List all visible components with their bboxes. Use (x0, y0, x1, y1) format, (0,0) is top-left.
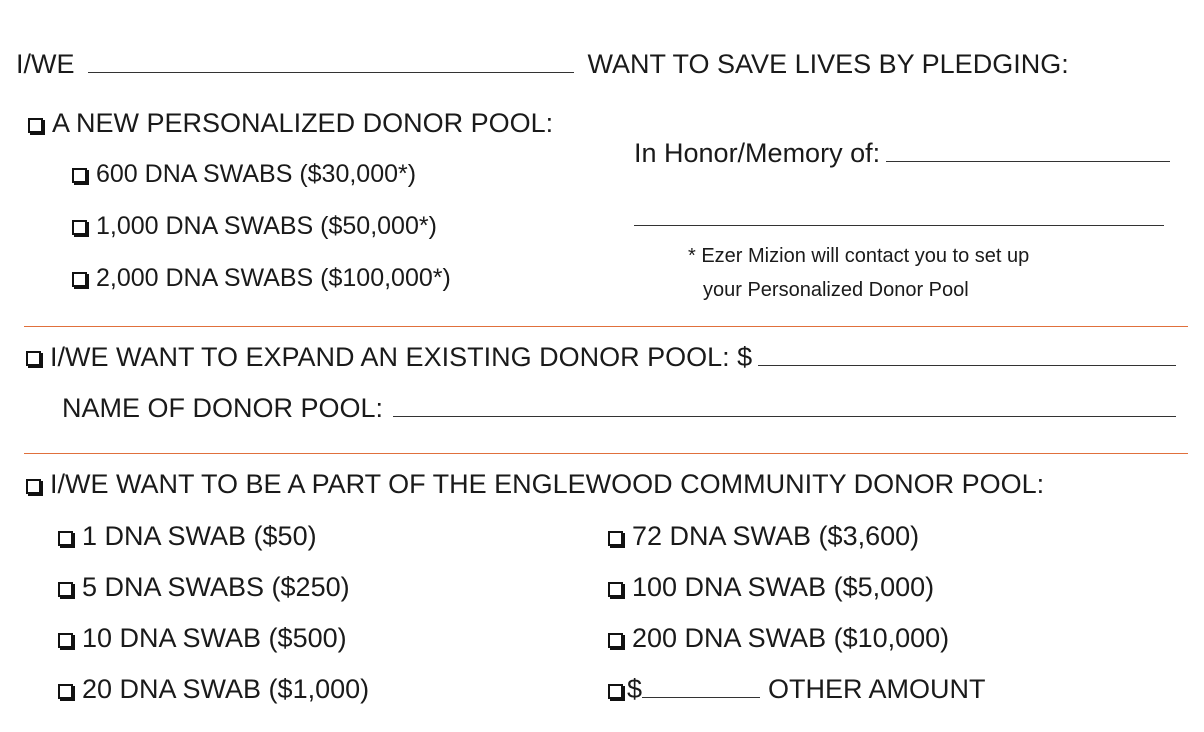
community-pool-title: I/WE WANT TO BE A PART OF THE ENGLEWOOD COMMUNITY DONOR POOL: (50, 469, 1045, 499)
new-pool-checkbox[interactable] (28, 118, 43, 133)
option-checkbox[interactable] (58, 582, 73, 597)
other-amount-option (608, 673, 986, 705)
option-checkbox[interactable] (608, 531, 623, 546)
honor-memory-field[interactable] (886, 139, 1170, 162)
new-pool-option (72, 159, 416, 189)
expand-pool-row (26, 341, 1176, 373)
option-checkbox[interactable] (608, 582, 623, 597)
option-checkbox[interactable] (72, 168, 87, 183)
donor-name-field[interactable] (88, 46, 574, 73)
option-checkbox[interactable] (608, 633, 623, 648)
section-divider (24, 326, 1188, 327)
community-option (608, 571, 934, 603)
option-label: 1 DNA SWAB ($50) (82, 521, 317, 551)
community-pool-checkbox[interactable] (26, 479, 41, 494)
option-label: 200 DNA SWAB ($10,000) (632, 623, 950, 653)
contact-note-line2: your Personalized Donor Pool (703, 279, 969, 301)
community-option (58, 673, 369, 705)
pledge-header (16, 46, 1069, 80)
new-pool-heading (28, 107, 553, 139)
community-option (608, 520, 919, 552)
option-checkbox[interactable] (58, 531, 73, 546)
contact-note-line1: * Ezer Mizion will contact you to set up (688, 245, 1030, 267)
option-checkbox[interactable] (58, 684, 73, 699)
other-amount-checkbox[interactable] (608, 684, 623, 699)
option-label: 5 DNA SWABS ($250) (82, 572, 350, 602)
pool-name-label: NAME OF DONOR POOL: (62, 393, 384, 423)
section-divider (24, 453, 1188, 454)
expand-pool-checkbox[interactable] (26, 351, 41, 366)
other-amount-label: OTHER AMOUNT (768, 674, 986, 704)
community-option (58, 520, 317, 552)
community-option (58, 571, 350, 603)
community-pool-heading (26, 468, 1044, 500)
option-label: 20 DNA SWAB ($1,000) (82, 674, 370, 704)
option-checkbox[interactable] (72, 220, 87, 235)
expand-pool-title: I/WE WANT TO EXPAND AN EXISTING DONOR POOL: $ (50, 342, 753, 372)
new-pool-title: A NEW PERSONALIZED DONOR POOL: (52, 108, 554, 138)
header-prefix: I/WE (16, 49, 75, 79)
option-label: 100 DNA SWAB ($5,000) (632, 572, 935, 602)
option-checkbox[interactable] (72, 272, 87, 287)
new-pool-option (72, 263, 451, 293)
honor-memory-label: In Honor/Memory of: (634, 138, 881, 168)
expand-amount-field[interactable] (758, 343, 1176, 366)
community-option (608, 622, 949, 654)
option-label: 1,000 DNA SWABS ($50,000*) (96, 212, 437, 240)
pool-name-field[interactable] (393, 394, 1176, 417)
new-pool-option (72, 211, 437, 241)
option-checkbox[interactable] (58, 633, 73, 648)
pool-name-row (62, 392, 1176, 424)
option-label: 600 DNA SWABS ($30,000*) (96, 160, 417, 188)
header-suffix: WANT TO SAVE LIVES BY PLEDGING: (587, 49, 1069, 79)
option-label: 72 DNA SWAB ($3,600) (632, 521, 920, 551)
option-label: 10 DNA SWAB ($500) (82, 623, 347, 653)
honor-memory-field-line2[interactable] (634, 225, 1164, 226)
community-option (58, 622, 347, 654)
other-amount-field[interactable] (642, 673, 760, 698)
honor-memory-row (634, 137, 1170, 169)
option-label: 2,000 DNA SWABS ($100,000*) (96, 264, 451, 292)
other-amount-prefix: $ (627, 674, 643, 704)
